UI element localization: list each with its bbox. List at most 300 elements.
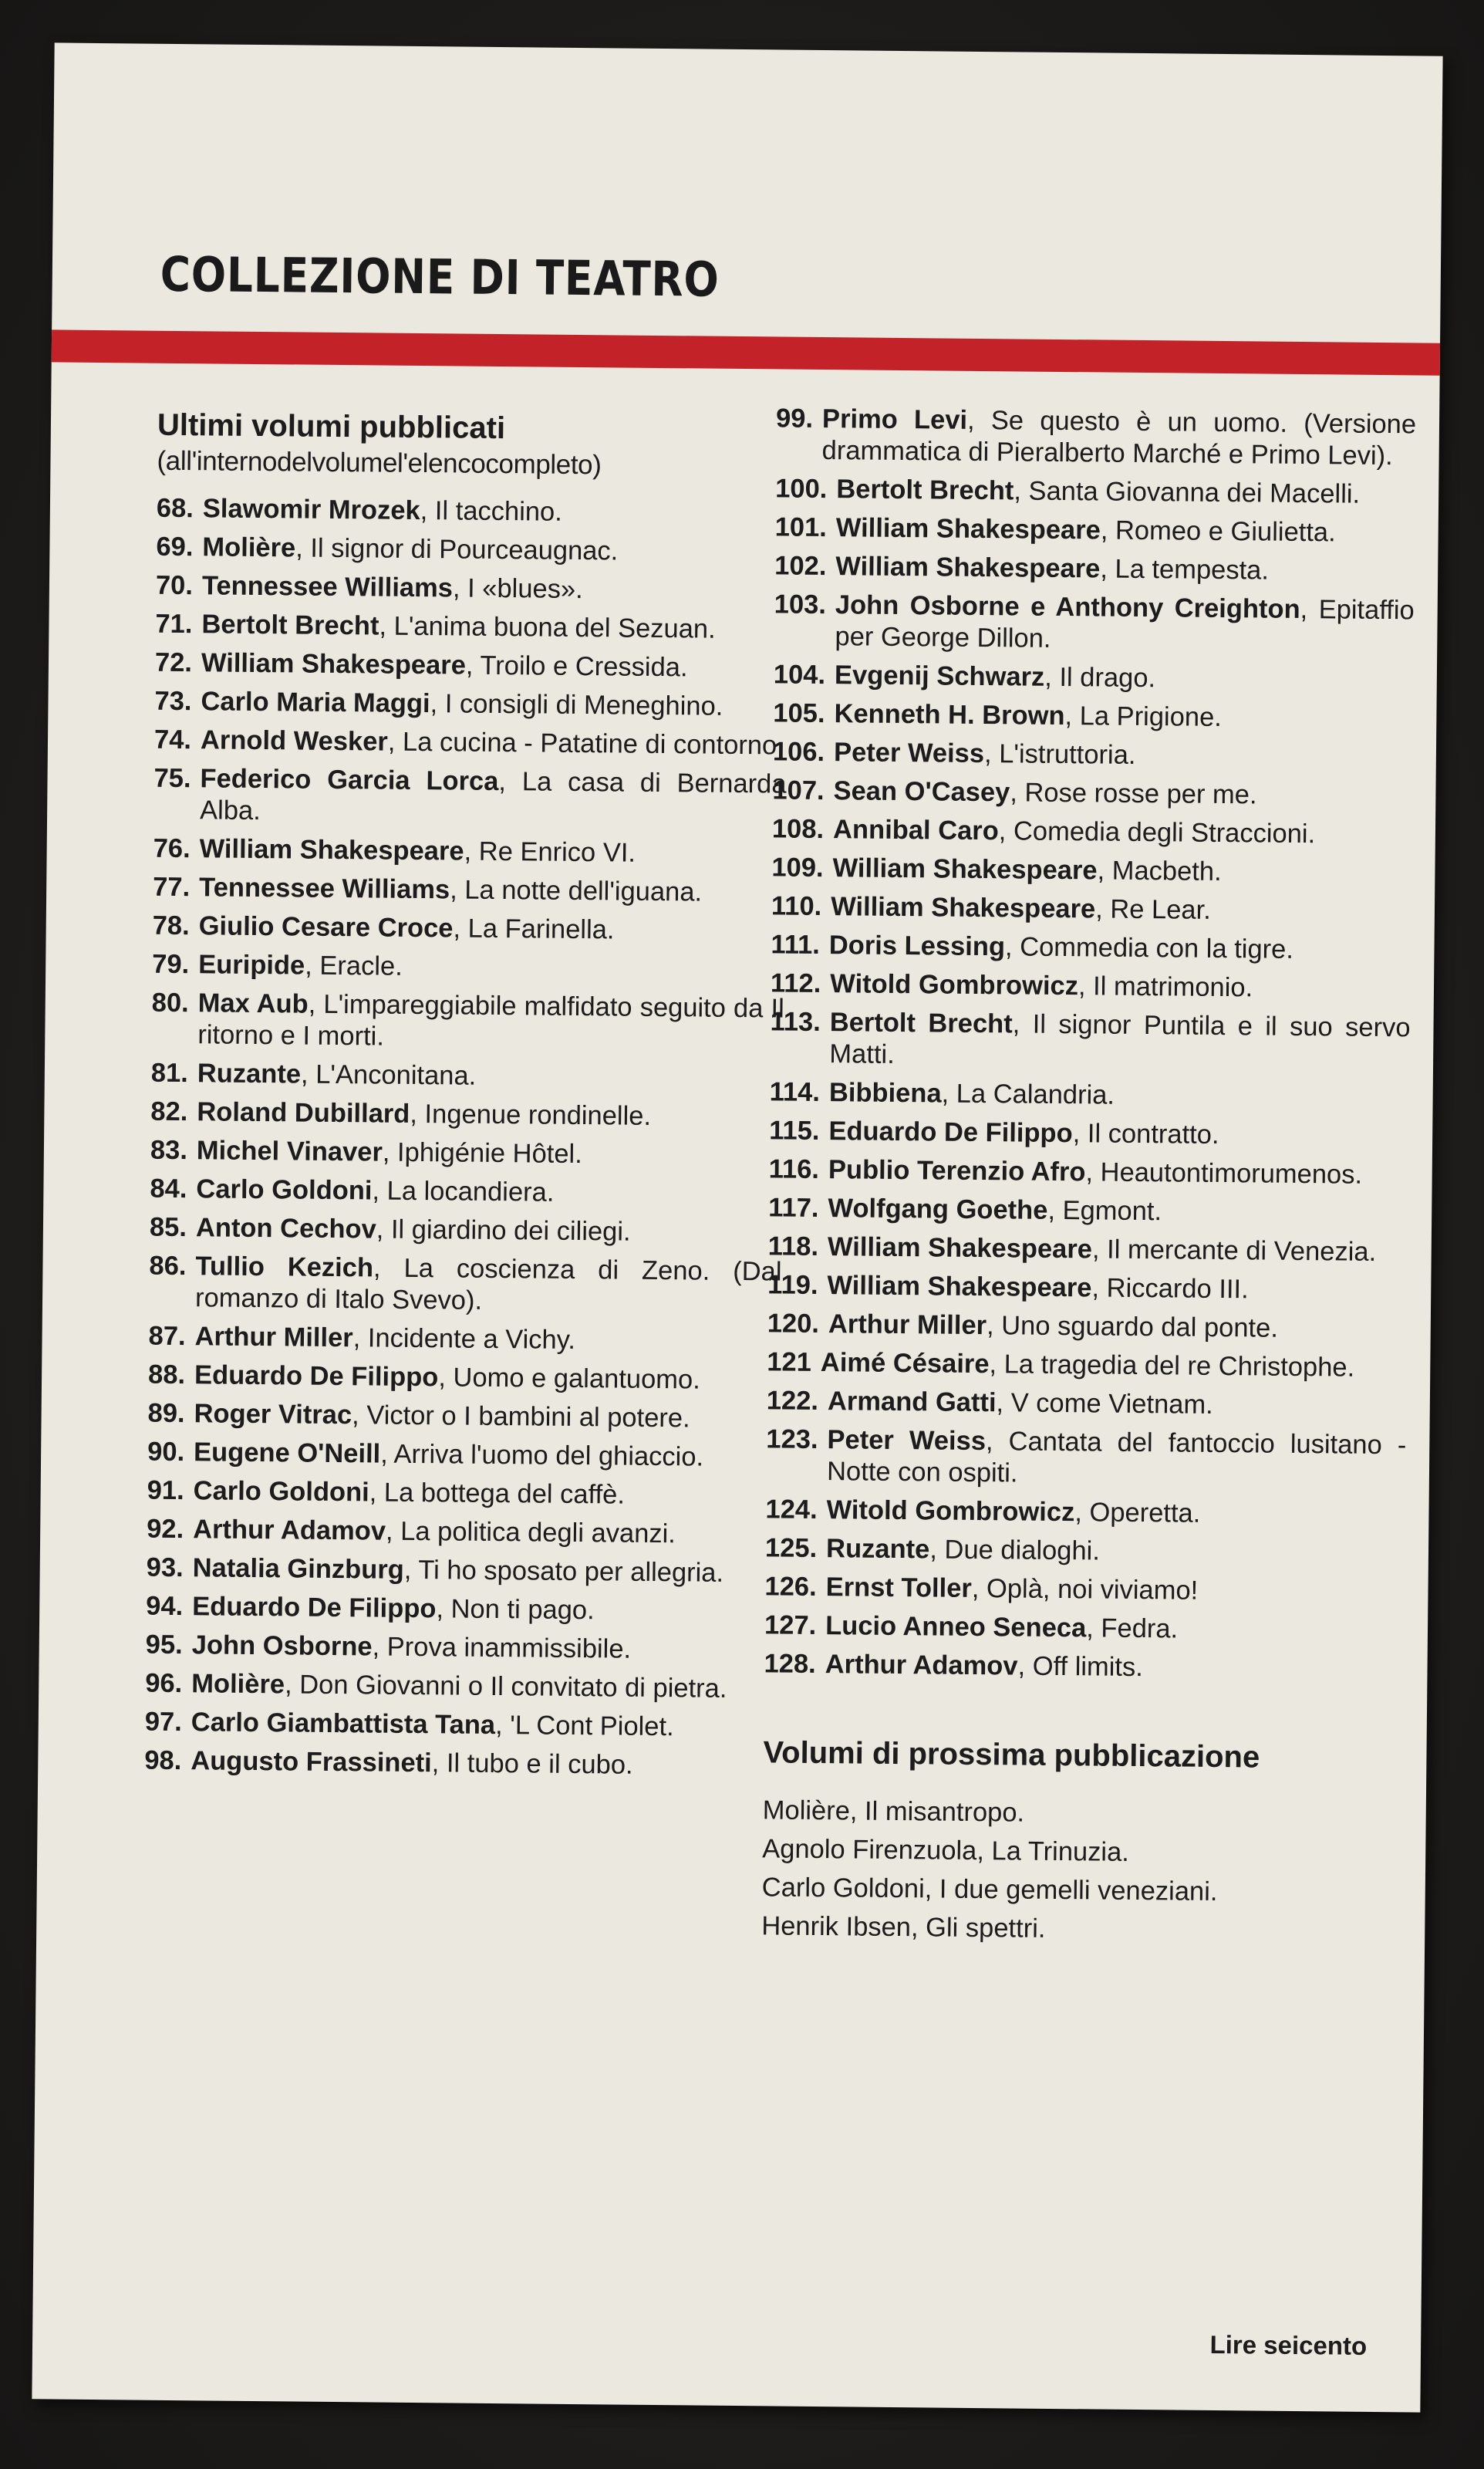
volume-author: Arthur Miller [828,1309,987,1341]
volume-text: Carlo Giambattista Tana, 'L Cont Piolet. [191,1707,674,1742]
volume-number: 87. [148,1321,186,1352]
volume-number: 75. [153,763,191,794]
volume-entry [147,1514,779,1552]
volume-author: Sean O'Casey [833,776,1010,808]
volume-text: Primo Levi, Se questo è un uomo. (Versione drammatica di Pieralberto Marché e Primo Levi). [821,404,1417,471]
volume-text: Arthur Adamov, Off limits. [825,1650,1144,1683]
volume-entry [145,1707,777,1745]
volume-text: Michel Vinaver, Iphigénie Hôtel. [196,1136,582,1170]
volume-text: William Shakespeare, Il mercante di Venezia. [827,1232,1377,1267]
volume-text: Ruzante, L'Anconitana. [197,1059,477,1091]
volume-author: Ruzante [197,1059,302,1089]
volume-text: Peter Weiss, L'istruttoria. [833,738,1136,770]
volume-author: Witold Gombrowicz [830,969,1079,1001]
volume-title: La coscienza di Zeno. (Dal romanzo di Italo Svevo). [194,1253,782,1316]
volume-author: Peter Weiss [827,1425,987,1457]
volume-number: 128. [764,1649,816,1680]
volume-title: Commedia con la tigre. [1019,932,1294,964]
volume-number: 89. [147,1398,185,1429]
volume-author: Armand Gatti [827,1386,997,1418]
volume-entry [764,1609,1405,1647]
volume-text: Arthur Miller, Incidente a Vichy. [194,1322,576,1355]
volume-entry [150,1212,782,1250]
volume-text: Arthur Adamov, La politica degli avanzi. [192,1515,676,1549]
volume-author: Giulio Cesare Croce [198,911,454,944]
volume-author: Doris Lessing [828,931,1006,962]
volume-author: Eduardo De Filippo [828,1116,1073,1149]
volume-title: Fedra. [1101,1613,1179,1644]
volume-number: 95. [145,1630,183,1660]
volume-text: Roland Dubillard, Ingenue rondinelle. [197,1097,652,1131]
volume-entry [764,1648,1404,1686]
volume-text: Eduardo De Filippo, Il contratto. [828,1116,1219,1150]
volume-number: 93. [146,1552,184,1583]
volume-text: Molière, Don Giovanni o Il convitato di pietra. [191,1669,727,1704]
volume-number: 88. [147,1359,186,1390]
volume-author: Ruzante [825,1534,930,1565]
volume-author: Ernst Toller [825,1572,973,1603]
volume-entry [767,1308,1408,1346]
volume-entry [144,1745,777,1783]
right-entries [764,403,1416,1686]
volume-author: Wolfgang Goethe [828,1194,1048,1225]
volume-number: 122. [766,1386,819,1417]
volume-text: Peter Weiss, Cantata del fantoccio lusitano - Notte con ospiti. [826,1425,1407,1488]
volume-text: William Shakespeare, Re Enrico VI. [199,834,636,868]
volume-entry [767,1269,1408,1307]
volume-entry [154,724,787,762]
volume-number: 71. [155,609,193,640]
volume-text: Ruzante, Due dialoghi. [825,1534,1101,1566]
volume-text: Bertolt Brecht, L'anima buona del Sezuan. [201,610,716,644]
volume-title: Re Lear. [1110,894,1211,925]
volume-title: Arriva l'uomo del ghiaccio. [393,1439,704,1472]
volume-text: Publio Terenzio Afro, Heautontimorumenos. [828,1155,1363,1190]
volume-entry [155,609,788,647]
volume-author: William Shakespeare [831,892,1096,924]
volume-title: Victor o I bambini al potere. [366,1400,690,1434]
volume-title: Egmont. [1062,1196,1162,1227]
volume-number: 97. [144,1707,182,1738]
volume-title: Non ti pago. [450,1594,595,1626]
volume-number: 109. [771,853,824,883]
volume-title: La tragedia del re Christophe. [1003,1349,1355,1383]
volume-entry [775,473,1415,511]
volume-author: Bertolt Brecht [829,1008,1013,1039]
volume-title: Ingenue rondinelle. [424,1099,652,1131]
volume-author: Carlo Goldoni [196,1174,373,1206]
volume-entry [155,647,788,685]
published-list-right [761,403,1416,1951]
volume-author: Slawomir Mrozek [202,494,420,526]
volume-entry [767,1385,1407,1423]
volume-number: 70. [155,570,194,601]
volume-number: 112. [770,968,821,999]
volume-number: 96. [145,1668,183,1699]
volume-entry [151,988,784,1057]
volume-entry [771,929,1411,967]
volume-author: Eduardo De Filippo [194,1360,439,1393]
volume-entry [772,775,1412,812]
volume-text: John Osborne, Prova inammissibile. [191,1630,632,1664]
volume-text: Federico Garcia Lorca, La casa di Bernarda Alba. [199,764,787,826]
volume-title: L'Anconitana. [315,1059,477,1091]
volume-text: Witold Gombrowicz, Operetta. [826,1495,1201,1528]
volume-number: 114. [769,1077,821,1108]
volume-number: 104. [773,660,826,691]
volume-title: Prova inammissibile. [386,1632,632,1664]
volume-title: Re Enrico VI. [478,836,636,868]
book-back-cover [32,42,1442,2412]
volume-text: Arnold Wesker, La cucina - Patatine di contorno. [200,725,784,761]
volume-title: Il drago. [1059,662,1156,694]
volume-author: Kenneth H. Brown [834,699,1065,731]
volume-text: Bertolt Brecht, Santa Giovanna dei Macelli. [836,475,1361,509]
volume-author: Roland Dubillard [197,1097,410,1129]
volume-entry [768,1231,1408,1268]
volume-number: 74. [153,724,192,755]
volume-number: 117. [768,1193,819,1224]
volume-number: 121 [767,1347,812,1377]
volume-entry [150,1174,782,1211]
volume-title: Uno sguardo dal ponte. [1001,1311,1279,1343]
volume-author: Tennessee Williams [198,873,450,905]
volume-number: 127. [764,1610,817,1641]
volume-title: Uomo e galantuomo. [453,1363,700,1395]
series-title: COLLEZIONE DI TEATRO [160,245,720,308]
upcoming-item: Agnolo Firenzuola, La Trinuzia. [762,1834,1130,1867]
volume-title: Eracle. [319,951,403,981]
volume-text: Kenneth H. Brown, La Prigione. [834,699,1223,732]
volume-entry [146,1630,778,1667]
volume-title: La politica degli avanzi. [400,1516,676,1549]
volume-entry [153,763,787,833]
volume-text: Carlo Goldoni, La bottega del caffè. [193,1476,626,1510]
volume-text: Tennessee Williams, I «blues». [201,571,583,605]
volume-entry [774,550,1415,588]
volume-author: Bertolt Brecht [201,610,379,641]
volume-entry [147,1475,779,1513]
volume-entry [765,1532,1405,1570]
volume-text: Eduardo De Filippo, Non ti pago. [192,1592,595,1626]
volume-text: Tullio Kezich, La coscienza di Zeno. (Dal romanzo di Italo Svevo). [194,1251,782,1316]
volume-author: William Shakespeare [835,552,1101,584]
volume-number: 99. [775,404,814,434]
volume-text: William Shakespeare, Riccardo III. [827,1271,1249,1305]
volume-number: 125. [764,1533,818,1564]
volume-entry [152,949,784,987]
volume-author: Evgenij Schwarz [834,660,1045,692]
volume-number: 79. [152,949,190,980]
volume-entry [775,403,1416,472]
volume-text: Ernst Toller, Oplà, noi viviamo! [825,1572,1199,1606]
volume-entry [148,1321,781,1359]
volume-entry [153,910,785,948]
volume-title: La Prigione. [1079,701,1223,732]
volume-title: Cantata del fantoccio lusitano - Notte con ospiti. [826,1427,1407,1488]
left-entries [144,493,789,1783]
volume-author: William Shakespeare [832,853,1098,886]
volume-entry [153,833,785,871]
volume-number: 103. [774,589,827,620]
price: Lire seicento [1209,2329,1368,2360]
upcoming-list [761,1791,1403,1951]
volume-author: Peter Weiss [833,738,985,769]
volume-title: Comedia degli Straccioni. [1013,816,1316,849]
upcoming-item: Carlo Goldoni, I due gemelli veneziani. [761,1873,1218,1907]
volume-entry [769,1076,1409,1114]
volume-text: Bibbiena, La Calandria. [828,1078,1115,1110]
volume-title: La tempesta. [1115,554,1270,586]
volume-number: 94. [146,1591,184,1622]
volume-text: Max Aub, L'impareggiabile malfidato seguito da Il ritorno e I morti. [197,988,784,1052]
volume-number: 113. [770,1007,821,1038]
volume-title: La Calandria. [956,1079,1115,1110]
volume-author: Euripide [198,950,305,981]
volume-author: Aimé Césaire [820,1348,990,1380]
volume-text: Giulio Cesare Croce, La Farinella. [198,911,615,945]
volume-title: Il tubo e il cubo. [446,1748,633,1780]
volume-author: Eugene O'Neill [193,1437,381,1469]
volume-number: 82. [150,1096,188,1127]
volume-entry [769,1115,1409,1153]
volume-entry [772,813,1412,851]
volume-text: Armand Gatti, V come Vietnam. [827,1386,1213,1420]
volume-title: L'anima buona del Sezuan. [393,611,716,644]
volume-text: Tennessee Williams, La notte dell'iguana. [198,873,703,907]
volume-entry [769,1153,1409,1191]
volume-author: Lucio Anneo Seneca [825,1611,1087,1643]
volume-number: 118. [767,1231,819,1262]
volume-entry [150,1096,783,1134]
volume-number: 83. [150,1135,188,1166]
volume-number: 106. [772,737,825,768]
volume-entry [773,697,1413,735]
volume-text: Slawomir Mrozek, Il tacchino. [202,494,562,527]
volume-entry [771,968,1411,1005]
volume-text: Anton Cechov, Il giardino dei ciliegi. [195,1213,631,1247]
volume-title: Il signor di Pourceaugnac. [310,533,619,566]
volume-number: 101. [774,512,828,543]
volume-entry [151,1058,784,1096]
volume-title: La Farinella. [467,914,615,945]
volume-title: La notte dell'iguana. [464,875,703,907]
volume-text: Roger Vitrac, Victor o I bambini al potere. [194,1399,690,1434]
volume-entry [150,1135,783,1173]
volume-entry [148,1359,781,1397]
volume-number: 120. [767,1309,820,1339]
volume-entry [764,1571,1405,1609]
volume-entry [149,1251,782,1320]
volume-number: 91. [147,1475,184,1506]
volume-author: William Shakespeare [199,834,464,866]
volume-number: 69. [156,532,194,562]
volume-text: William Shakespeare, Romeo e Giulietta. [835,513,1336,548]
volume-text: Eugene O'Neill, Arriva l'uomo del ghiaccio. [193,1437,704,1472]
volume-author: Tullio Kezich [195,1251,374,1283]
published-heading: Ultimi volumi pubblicati [157,407,506,446]
volume-number: 115. [769,1116,820,1147]
volume-entry [771,890,1411,928]
volume-title: Troilo e Cressida. [480,650,688,683]
volume-title: La bottega del caffè. [383,1478,626,1510]
volume-title: La casa di Bernarda Alba. [199,767,787,826]
volume-text: Sean O'Casey, Rose rosse per me. [833,776,1257,810]
volume-title: Off limits. [1032,1651,1144,1683]
volume-number: 108. [771,814,825,845]
volume-author: William Shakespeare [201,648,467,681]
volume-title: Oplà, noi viviamo! [986,1574,1199,1606]
volume-entry [771,852,1411,890]
volume-author: Eduardo De Filippo [192,1592,437,1624]
upcoming-heading: Volumi di prossima pubblicazione [763,1735,1260,1775]
volume-text: Evgenij Schwarz, Il drago. [834,660,1156,694]
volume-number: 81. [150,1058,189,1089]
volume-author: Arthur Miller [194,1322,353,1353]
volume-text: William Shakespeare, Troilo e Cressida. [201,648,688,683]
volume-text: Carlo Maria Maggi, I consigli di Meneghino. [201,687,723,721]
volume-title: Macbeth. [1111,856,1222,887]
volume-number: 90. [147,1437,185,1468]
volume-author: Bibbiena [828,1078,942,1109]
volume-text: Wolfgang Goethe, Egmont. [828,1194,1162,1227]
volume-number: 98. [144,1745,182,1776]
volume-text: John Osborne e Anthony Creighton, Epitaffio per George Dillon. [835,590,1415,654]
volume-entry [147,1437,780,1474]
volume-title: I consigli di Meneghino. [444,689,723,721]
volume-entry [774,659,1414,697]
volume-title: Il giardino dei ciliegi. [390,1214,631,1247]
volume-text: Witold Gombrowicz, Il matrimonio. [830,969,1253,1003]
volume-author: Molière [202,532,296,563]
volume-text: Carlo Goldoni, La locandiera. [196,1174,555,1207]
volume-author: John Osborne e Anthony Creighton [835,590,1300,624]
volume-author: William Shakespeare [835,513,1101,545]
volume-number: 107. [772,775,825,806]
volume-title: Epitaffio per George Dillon. [835,595,1415,654]
volume-title: Due dialoghi. [944,1535,1101,1566]
volume-author: Witold Gombrowicz [826,1495,1075,1528]
volume-title: Don Giovanni o Il convitato di pietra. [299,1670,727,1704]
volume-title: Riccardo III. [1106,1273,1249,1305]
volume-author: Max Aub [197,988,309,1019]
volume-text: William Shakespeare, Macbeth. [832,853,1222,887]
volume-text: William Shakespeare, Re Lear. [831,892,1211,925]
volume-title: Operetta. [1089,1498,1201,1528]
volume-author: Arthur Adamov [192,1515,386,1546]
volume-title: Romeo e Giulietta. [1115,515,1336,548]
volume-text: Aimé Césaire, La tragedia del re Christophe. [820,1348,1355,1383]
volume-text: Molière, Il signor di Pourceaugnac. [202,532,619,566]
volume-title: Se questo è un uomo. (Versione drammatica di Pieralberto Marché e Primo Levi). [821,406,1417,471]
volume-number: 72. [154,647,193,678]
volume-number: 80. [151,988,189,1018]
volume-title: Iphigénie Hôtel. [396,1137,582,1170]
volume-entry [154,686,787,724]
published-list-left [144,407,790,1790]
upcoming-item: Henrik Ibsen, Gli spettri. [761,1911,1046,1944]
volume-text: William Shakespeare, La tempesta. [835,552,1270,586]
volume-number: 105. [773,698,825,729]
volume-number: 102. [774,551,827,582]
volume-title: L'istruttoria. [999,739,1136,770]
volume-author: Primo Levi [821,404,968,435]
volume-entry [774,589,1415,658]
volume-entry [766,1424,1407,1493]
volume-number: 68. [156,493,194,524]
volume-title: Il tacchino. [434,496,562,527]
volume-entry [767,1346,1407,1384]
volume-title: Ti ho sposato per allegria. [418,1555,724,1588]
volume-title: La locandiera. [386,1176,555,1207]
volume-number: 110. [771,891,822,922]
volume-author: Federico Garcia Lorca [200,764,499,797]
volume-entry [770,1006,1411,1076]
volume-number: 84. [150,1174,187,1204]
volume-entry [156,570,788,608]
volume-text: Doris Lessing, Commedia con la tigre. [828,931,1294,964]
volume-title: Il mercante di Venezia. [1106,1234,1377,1267]
volume-author: Publio Terenzio Afro [828,1155,1086,1187]
volume-author: Molière [191,1669,285,1700]
volume-author: William Shakespeare [827,1232,1093,1265]
volume-author: Anton Cechov [195,1213,376,1245]
volume-text: Annibal Caro, Comedia degli Straccioni. [832,815,1316,849]
volume-number: 86. [149,1251,187,1282]
volume-author: Carlo Goldoni [193,1476,369,1508]
volume-entry [765,1494,1405,1532]
volume-title: V come Vietnam. [1010,1388,1213,1420]
volume-author: Augusto Frassineti [191,1746,432,1778]
volume-title: Il signor Puntila e il suo servo Matti. [829,1009,1411,1069]
volume-entry [768,1192,1408,1230]
volume-author: John Osborne [191,1630,373,1662]
volume-title: Il matrimonio. [1092,971,1253,1003]
volume-entry [145,1668,777,1706]
volume-entry [147,1552,779,1590]
volume-author: William Shakespeare [827,1271,1092,1303]
volume-number: 111. [771,930,821,961]
volume-title: L'impareggiabile malfidato seguito da Il ritorno e I morti. [197,989,784,1052]
volume-entry [775,512,1415,549]
volume-number: 119. [767,1270,818,1301]
published-subheading: (all'internodelvolumel'elencocompleto) [157,445,602,481]
volume-number: 124. [765,1495,818,1525]
volume-entry [157,493,789,531]
volume-number: 85. [149,1212,187,1243]
volume-entry [156,532,788,569]
volume-entry [153,872,785,910]
volume-title: I «blues». [467,573,583,605]
volume-title: Il contratto. [1087,1119,1219,1150]
volume-entry [146,1591,778,1629]
volume-entry [147,1398,780,1436]
volume-author: Natalia Ginzburg [192,1553,404,1585]
volume-author: Michel Vinaver [196,1136,383,1167]
volume-number: 73. [154,686,192,717]
volume-title: Heautontimorumenos. [1100,1157,1363,1190]
volume-author: Annibal Caro [832,815,999,846]
volume-number: 92. [147,1514,184,1545]
volume-number: 116. [768,1154,820,1185]
upcoming-item: Molière, Il misantropo. [762,1795,1025,1828]
volume-author: Carlo Maria Maggi [201,687,430,719]
volume-text: Eduardo De Filippo, Uomo e galantuomo. [194,1360,700,1395]
volume-author: Arthur Adamov [825,1650,1018,1681]
volume-author: Tennessee Williams [201,571,454,603]
volume-title: Santa Giovanna dei Macelli. [1028,476,1361,509]
volume-title: Incidente a Vichy. [367,1323,576,1355]
